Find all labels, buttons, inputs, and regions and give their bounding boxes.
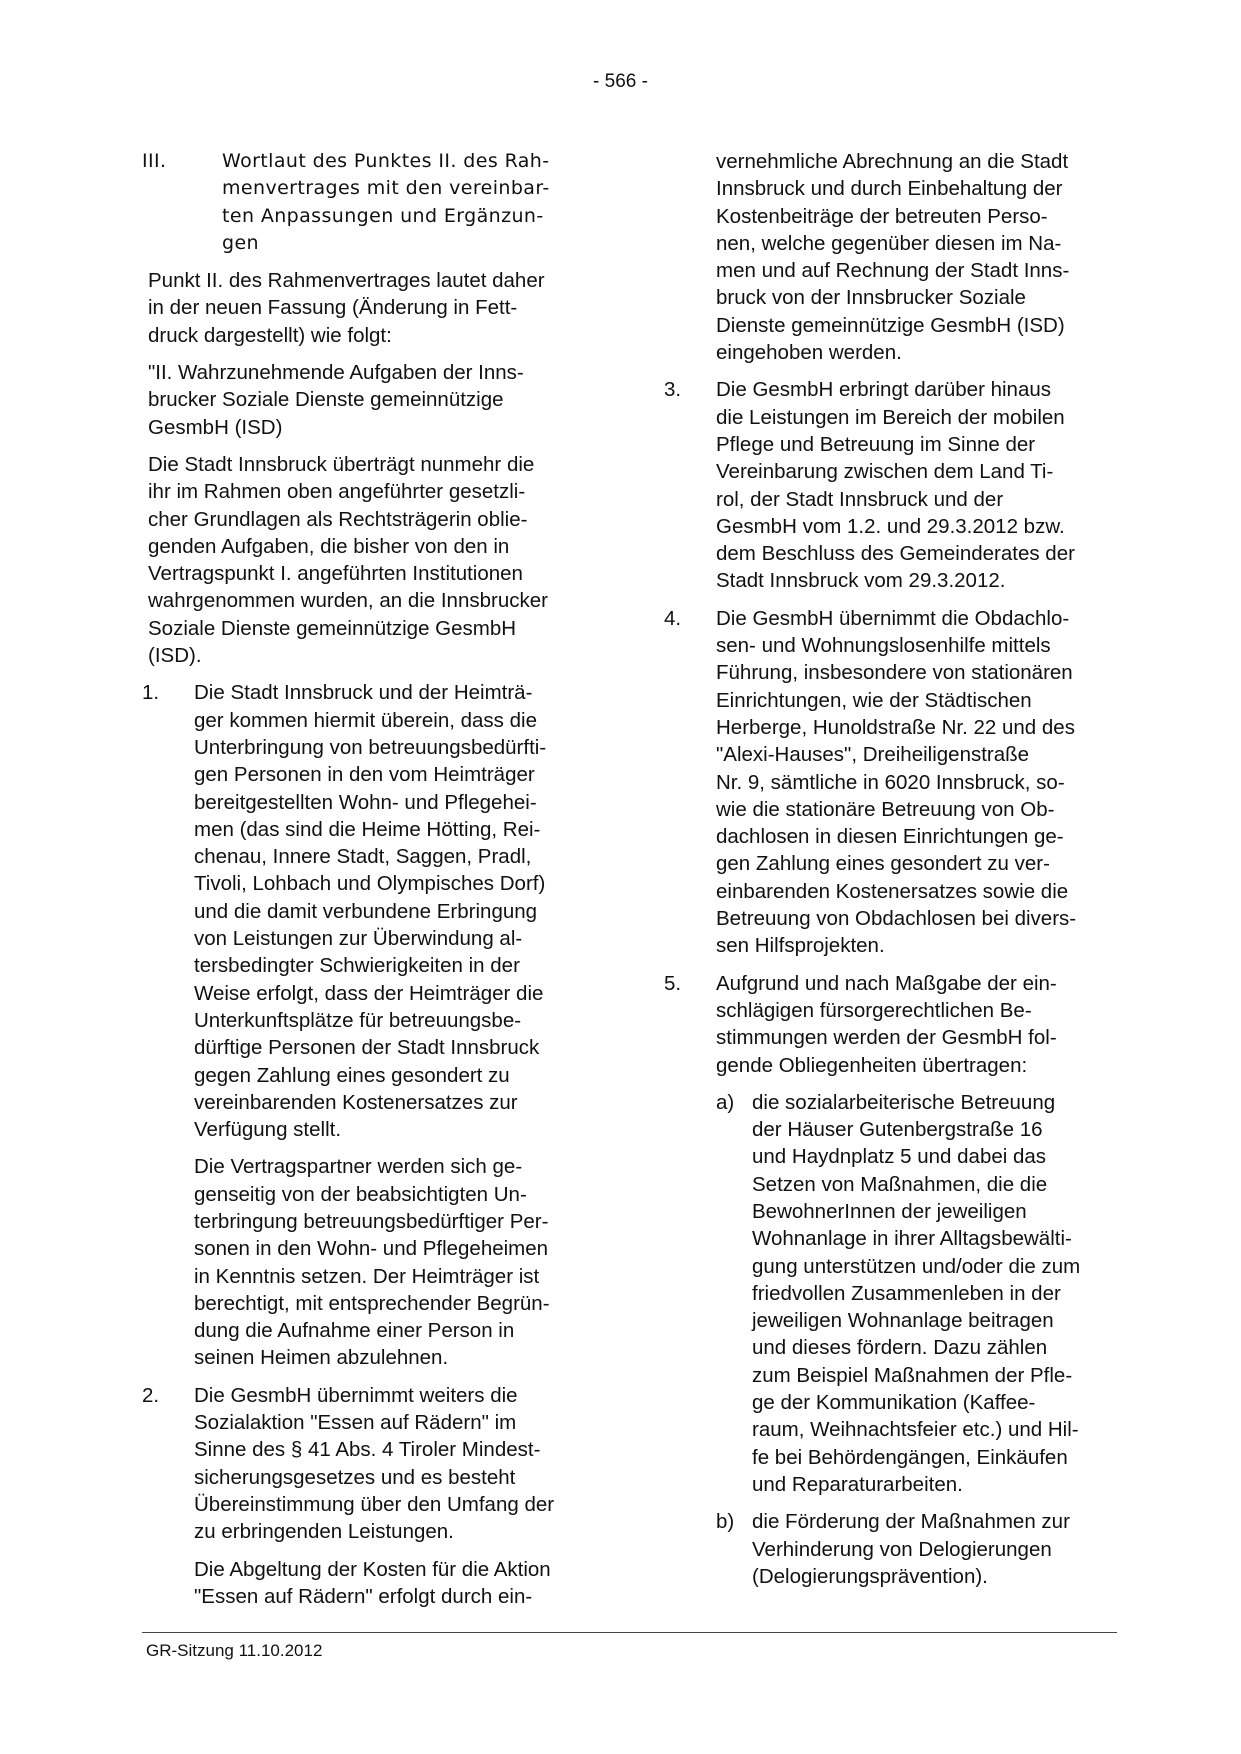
sub-item-label: b) (716, 1510, 735, 1534)
text-line: raum, Weihnachtsfeier etc.) und Hil- (752, 1418, 1079, 1442)
text-line: in Kenntnis setzen. Der Heimträger ist (194, 1264, 540, 1288)
text-line: Verfügung stellt. (194, 1118, 342, 1142)
text-line: Dienste gemeinnützige GesmbH (ISD) (716, 313, 1065, 337)
list-item-3 (664, 376, 1124, 594)
text-line: Führung, insbesondere von stationären (716, 661, 1073, 685)
text-line: Kostenbeiträge der betreuten Perso- (716, 204, 1048, 228)
text-line: Soziale Dienste gemeinnützige GesmbH (148, 616, 517, 640)
text-line: Verhinderung von Delogierungen (752, 1537, 1052, 1561)
text-line: ge der Kommunikation (Kaffee- (752, 1391, 1036, 1415)
item-number: 5. (664, 971, 682, 995)
text-line: men (das sind die Heime Hötting, Rei- (194, 817, 541, 841)
section-title (142, 359, 592, 441)
text-line: nen, welche gegenüber diesen im Na- (716, 231, 1062, 255)
text-line: bereitgestellten Wohn- und Pflegehei- (194, 790, 537, 814)
list-item-5 (664, 970, 1124, 1079)
text-line: brucker Soziale Dienste gemeinnützige (148, 388, 504, 412)
item-number: 3. (664, 378, 682, 402)
text-line: dung die Aufnahme einer Person in (194, 1319, 515, 1343)
list-item-1-continuation (142, 1153, 592, 1371)
text-line: in der neuen Fassung (Änderung in Fett- (148, 296, 518, 320)
text-line: Setzen von Maßnahmen, die die (752, 1172, 1048, 1196)
item-text (716, 970, 1124, 1079)
text-line: Weise erfolgt, dass der Heimträger die (194, 981, 544, 1005)
text-line: friedvollen Zusammenleben in der (752, 1281, 1061, 1305)
list-item-1 (142, 679, 592, 1143)
text-line: der Häuser Gutenbergstraße 16 (752, 1118, 1043, 1142)
list-item-2-continuation-right (664, 148, 1124, 366)
list-item-2-continuation (142, 1556, 592, 1611)
text-line: ten Anpassungen und Ergänzun- (222, 204, 544, 227)
text-line: sonen in den Wohn- und Pflegeheimen (194, 1237, 549, 1261)
text-line: vernehmliche Abrechnung an die Stadt (716, 150, 1069, 173)
sub-item-text (752, 1508, 1124, 1590)
text-line: Unterbringung von betreuungsbedürfti- (194, 735, 547, 759)
text-line: stimmungen werden der GesmbH fol- (716, 1026, 1057, 1050)
text-line: men und auf Rechnung der Stadt Inns- (716, 259, 1070, 283)
text-line: "Essen auf Rädern" erfolgt durch ein- (194, 1584, 533, 1608)
text-line: wie die stationäre Betreuung von Ob- (716, 797, 1055, 821)
text-line: gen Zahlung eines gesondert zu ver- (716, 852, 1050, 876)
text-line: Einrichtungen, wie der Städtischen (716, 688, 1032, 712)
text-line: ihr im Rahmen oben angeführter gesetzli- (148, 480, 526, 504)
item-number: 4. (664, 606, 682, 630)
item-text (194, 679, 592, 1143)
text-line: und Reparaturarbeiten. (752, 1472, 963, 1496)
text-line: gen Personen in den vom Heimträger (194, 763, 535, 787)
text-line: und dieses fördern. Dazu zählen (752, 1336, 1048, 1360)
text-line: Übereinstimmung über den Umfang der (194, 1492, 555, 1516)
item-text (194, 1382, 592, 1546)
text-line: sen Hilfsprojekten. (716, 934, 885, 958)
text-line: von Leistungen zur Überwindung al- (194, 927, 523, 951)
text-line: chenau, Innere Stadt, Saggen, Pradl, (194, 845, 532, 869)
page-number: - 566 - (593, 71, 648, 92)
item-text (716, 376, 1124, 594)
item-number: 2. (142, 1383, 160, 1407)
text-line: sen- und Wohnungslosenhilfe mittels (716, 634, 1051, 658)
sub-item-text (752, 1089, 1124, 1498)
text-line: GesmbH (ISD) (148, 415, 283, 439)
text-line: Die Abgeltung der Kosten für die Aktion (194, 1557, 551, 1581)
text-line: genseitig von der beabsichtigten Un- (194, 1182, 527, 1206)
text-line: (ISD). (148, 644, 202, 668)
left-column (142, 148, 592, 1620)
text-line: die sozialarbeiterische Betreuung (752, 1090, 1056, 1114)
text-line: dachlosen in diesen Einrichtungen ge- (716, 825, 1064, 849)
text-line: zu erbringenden Leistungen. (194, 1520, 454, 1544)
text-line: terbringung betreuungsbedürftiger Per- (194, 1209, 549, 1233)
text-line: die Leistungen im Bereich der mobilen (716, 405, 1065, 429)
text-line: und die damit verbundene Erbringung (194, 899, 538, 923)
right-column (664, 148, 1124, 1600)
text-line: druck dargestellt) wie folgt: (148, 323, 392, 347)
text-line: Nr. 9, sämtliche in 6020 Innsbruck, so- (716, 770, 1065, 794)
text-line: seinen Heimen abzulehnen. (194, 1346, 449, 1370)
list-item-2 (142, 1382, 592, 1546)
text-line: Vertragspunkt I. angeführten Institutionen (148, 562, 523, 586)
text-line: Die GesmbH übernimmt weiters die (194, 1383, 518, 1407)
footer-divider (142, 1632, 1117, 1633)
text-line: Betreuung von Obdachlosen bei divers- (716, 907, 1077, 931)
text-line: Pflege und Betreuung im Sinne der (716, 432, 1036, 456)
text-line: (Delogierungsprävention). (752, 1564, 988, 1588)
text-line: schlägigen fürsorgerechtlichen Be- (716, 998, 1032, 1022)
text-line: Die Stadt Innsbruck überträgt nunmehr die (148, 452, 535, 476)
text-line: tersbedingter Schwierigkeiten in der (194, 954, 520, 978)
text-line: sicherungsgesetzes und es besteht (194, 1465, 516, 1489)
text-line: Tivoli, Lohbach und Olympisches Dorf) (194, 872, 546, 896)
text-line: eingehoben werden. (716, 341, 902, 365)
text-line: gende Obliegenheiten übertragen: (716, 1053, 1028, 1077)
text-line: wahrgenommen wurden, an die Innsbrucker (148, 589, 548, 613)
text-line: einbarenden Kostenersatzes sowie die (716, 879, 1069, 903)
text-line: die Förderung der Maßnahmen zur (752, 1510, 1070, 1534)
text-line: zum Beispiel Maßnahmen der Pfle- (752, 1363, 1073, 1387)
text-line: Die Vertragspartner werden sich ge- (194, 1155, 523, 1179)
text-line: dem Beschluss des Gemeinderates der (716, 542, 1075, 566)
text-line: jeweiligen Wohnanlage beitragen (752, 1309, 1054, 1333)
sub-item-a (664, 1089, 1124, 1498)
item-text (716, 605, 1124, 960)
text-line: Unterkunftsplätze für betreuungsbe- (194, 1008, 522, 1032)
text-line: und Haydnplatz 5 und dabei das (752, 1145, 1047, 1169)
text-line: vereinbarenden Kostenersatzes zur (194, 1090, 518, 1114)
text-line: GesmbH vom 1.2. und 29.3.2012 bzw. (716, 514, 1065, 538)
heading-number: III. (142, 150, 167, 172)
intro-paragraph (142, 267, 592, 349)
text-line: Innsbruck und durch Einbehaltung der (716, 177, 1063, 201)
text-line: genden Aufgaben, die bisher von den in (148, 534, 510, 558)
text-line: Herberge, Hunoldstraße Nr. 22 und des (716, 715, 1075, 739)
text-line: "II. Wahrzunehmende Aufgaben der Inns- (148, 361, 524, 385)
text-line: gen (222, 231, 259, 254)
sub-item-label: a) (716, 1090, 735, 1114)
text-line: Aufgrund und nach Maßgabe der ein- (716, 971, 1057, 995)
text-line: berechtigt, mit entsprechender Begrün- (194, 1291, 550, 1315)
text-line: Stadt Innsbruck vom 29.3.2012. (716, 569, 1006, 593)
section-body (142, 451, 592, 669)
footer-session-date: GR-Sitzung 11.10.2012 (146, 1641, 323, 1660)
item-number: 1. (142, 681, 160, 705)
section-heading (142, 148, 592, 257)
text-line: rol, der Stadt Innsbruck und der (716, 487, 1004, 511)
text-line: Die Stadt Innsbruck und der Heimträ- (194, 681, 533, 705)
text-line: fe bei Behördengängen, Einkäufen (752, 1445, 1068, 1469)
heading-text (222, 148, 592, 257)
text-line: ger kommen hiermit überein, dass die (194, 708, 537, 732)
text-line: menvertrages mit den vereinbar- (222, 177, 550, 200)
text-line: "Alexi-Hauses", Dreiheiligenstraße (716, 743, 1030, 767)
text-line: gung unterstützen und/oder die zum (752, 1254, 1081, 1278)
text-line: Vereinbarung zwischen dem Land Ti- (716, 460, 1054, 484)
text-line: dürftige Personen der Stadt Innsbruck (194, 1036, 540, 1060)
text-line: gegen Zahlung eines gesondert zu (194, 1063, 510, 1087)
text-line: Punkt II. des Rahmenvertrages lautet daher (148, 269, 545, 293)
text-line: Sozialaktion "Essen auf Rädern" im (194, 1411, 517, 1435)
text-line: Die GesmbH übernimmt die Obdachlo- (716, 606, 1070, 630)
text-line: bruck von der Innsbrucker Soziale (716, 286, 1026, 310)
sub-item-b (664, 1508, 1124, 1590)
text-line: Sinne des § 41 Abs. 4 Tiroler Mindest- (194, 1438, 541, 1462)
text-line: Die GesmbH erbringt darüber hinaus (716, 378, 1051, 402)
text-line: Wohnanlage in ihrer Alltagsbewälti- (752, 1227, 1072, 1251)
text-line: Wortlaut des Punktes II. des Rah- (222, 150, 550, 172)
list-item-4 (664, 605, 1124, 960)
text-line: cher Grundlagen als Rechtsträgerin oblie- (148, 507, 528, 531)
text-line: BewohnerInnen der jeweiligen (752, 1199, 1027, 1223)
